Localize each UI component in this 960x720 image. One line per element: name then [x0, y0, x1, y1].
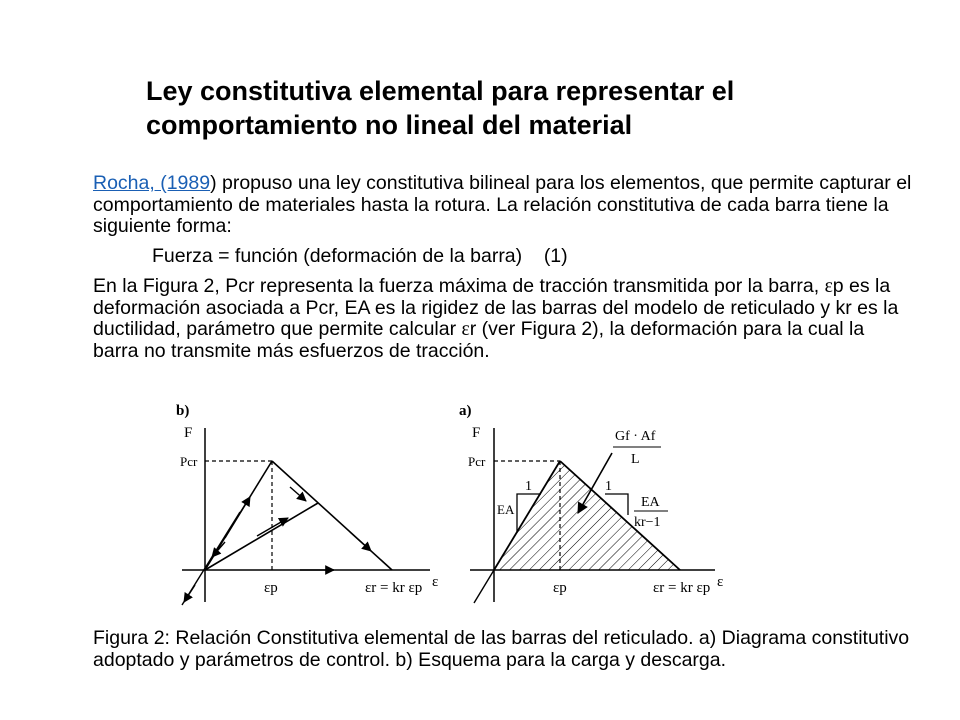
diagram-a	[459, 403, 723, 603]
intro-text: ) propuso una ley constitutiva bilineal para los elementos, que permite capturar el comportamiento de materiales hasta la rotura. La relación constitutiva de cada barra tiene la siguiente forma:	[93, 172, 912, 237]
pcr-label: Pcr	[180, 454, 198, 469]
formula-line: Fuerza = función (deformación de la barra) (1)	[152, 245, 568, 267]
diagram-b	[176, 403, 438, 605]
desc-part-2: p es la deformación asociada a Pcr, EA es la rigidez de las barras del modelo de reticulado y kr es la ductilidad, parámetro que permite calcular	[93, 275, 899, 340]
softening-branch	[272, 461, 392, 570]
epsilon-symbol: ε	[824, 276, 833, 297]
panel-label-b: b)	[176, 403, 190, 419]
reloading-branch	[205, 503, 318, 570]
y-axis-label: F	[472, 425, 481, 441]
rocha-citation-link[interactable]: Rocha, (1989	[93, 172, 211, 194]
title-line-1: Ley constitutiva elemental para representar el	[146, 76, 735, 106]
arrow-loading	[225, 497, 250, 538]
compression-extension	[474, 570, 494, 603]
title-line-2: comportamiento no lineal del material	[146, 110, 633, 140]
epsilon-symbol: ε	[461, 319, 470, 340]
ea-numerator: EA	[641, 495, 660, 510]
y-axis-label: F	[184, 425, 193, 441]
arrow-unloading	[212, 542, 225, 557]
slope-one-right: 1	[605, 479, 612, 494]
kr-denominator: kr−1	[634, 515, 661, 530]
arrow-compression	[184, 585, 195, 602]
ea-label-left: EA	[497, 502, 515, 517]
er-label: εr = kr εp	[653, 580, 711, 596]
panel-label-a: a)	[459, 403, 472, 419]
figure-caption: Figura 2: Relación Constitutiva elemental de las barras del reticulado. a) Diagrama constitutivo adoptado y parámetros de control. b) Esquema para la carga y descarga.	[93, 627, 910, 671]
gf-af-numerator: Gf · Af	[615, 429, 656, 444]
pcr-label: Pcr	[468, 454, 486, 469]
ep-label: εp	[553, 580, 567, 596]
arrow-softening-end	[350, 532, 371, 551]
desc-part-3: r (ver Figura 2), la deformación para la cual la barra no transmite más esfuerzos de tracción.	[93, 318, 865, 362]
length-denominator: L	[631, 452, 640, 467]
epsilon-axis-label: ε	[432, 574, 439, 590]
ep-label: εp	[264, 580, 278, 596]
desc-part-1: En la Figura 2, Pcr representa la fuerza máxima de tracción transmitida por la barra,	[93, 275, 825, 297]
er-label: εr = kr εp	[365, 580, 423, 596]
epsilon-axis-label: ε	[717, 574, 724, 590]
slope-one-left: 1	[525, 479, 532, 494]
